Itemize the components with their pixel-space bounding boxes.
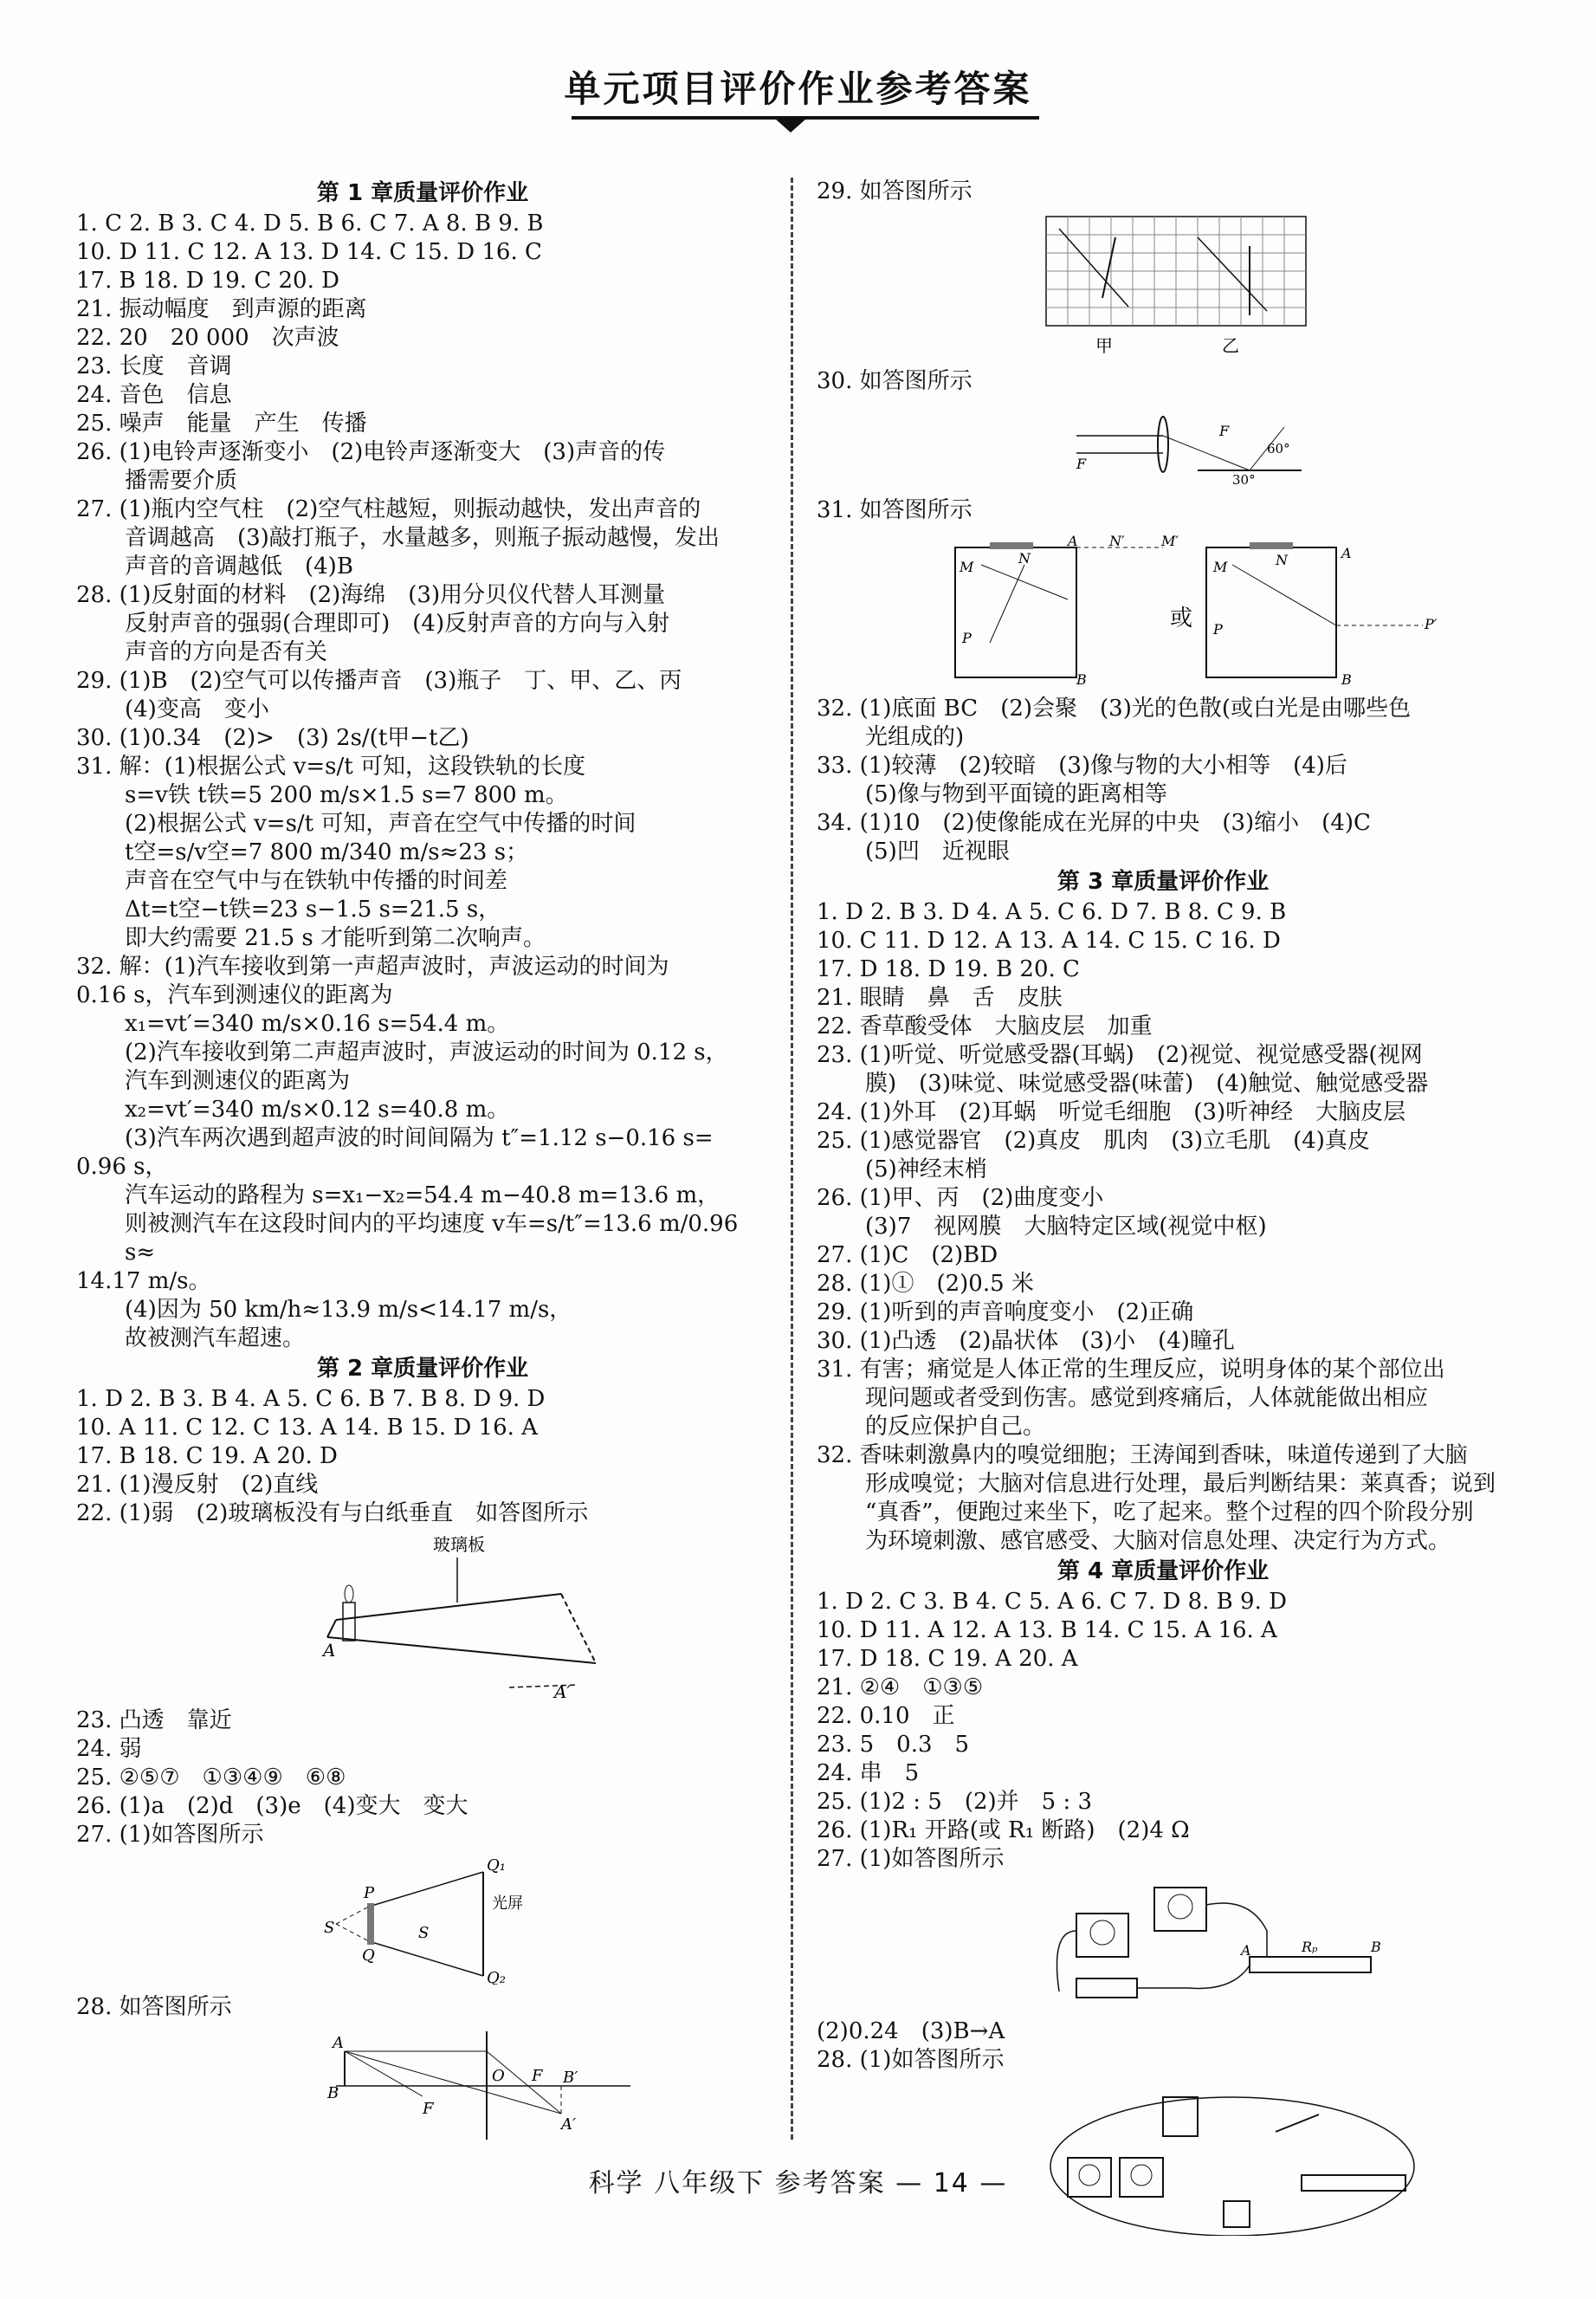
answer-line: 21. (1)漫反射 (2)直线 xyxy=(76,1472,319,1498)
fig29-label-a: 甲 xyxy=(1095,335,1113,356)
q29-right: 29. 如答图所示 xyxy=(817,178,972,204)
angle-figure xyxy=(817,401,1509,488)
answer-line: 26. (1)R₁ 开路(或 R₁ 断路) (2)4 Ω xyxy=(817,1817,1190,1843)
mirror-figure xyxy=(817,530,1509,686)
circuit-figure-2 xyxy=(817,2080,1509,2236)
answer-line: 22. 0.10 正 xyxy=(817,1703,955,1729)
svg-text:A: A xyxy=(323,1640,336,1661)
answer-line: (2)汽车接收到第二声超声波时，声波运动的时间为 0.12 s， xyxy=(125,1039,728,1065)
right-column xyxy=(817,178,1509,2244)
svg-text:A′: A′ xyxy=(554,1681,571,1698)
glass-plate-label: 玻璃板 xyxy=(433,1534,485,1555)
answer-line: 22. (1)弱 (2)玻璃板没有与白纸垂直 如答图所示 xyxy=(76,1500,589,1526)
svg-text:O: O xyxy=(492,2067,505,2085)
answer-line: 1. D 2. B 3. D 4. A 5. C 6. D 7. B 8. C 9. B xyxy=(817,899,1287,925)
svg-text:P: P xyxy=(1213,621,1223,638)
answer-line: 21. 振动幅度 到声源的距离 xyxy=(76,296,367,322)
svg-text:F: F xyxy=(1219,423,1230,439)
answer-line: 17. B 18. D 19. C 20. D xyxy=(76,268,339,294)
svg-text:A′: A′ xyxy=(561,2115,577,2134)
q28-right: 28. (1)如答图所示 xyxy=(817,2047,1005,2073)
chapter-3-heading: 第 3 章质量评价作业 xyxy=(1056,869,1270,895)
svg-text:N: N xyxy=(1018,550,1031,567)
svg-text:N: N xyxy=(1276,552,1288,568)
chapter-4-heading: 第 4 章质量评价作业 xyxy=(1056,1558,1270,1584)
svg-text:B′: B′ xyxy=(563,2069,578,2087)
answer-line: 播需要介质 xyxy=(125,468,238,494)
answer-line: 32. (1)底面 BC (2)会聚 (3)光的色散(或白光是由哪些色 xyxy=(817,696,1411,722)
answer-line: 汽车到测速仪的距离为 xyxy=(125,1068,351,1094)
answer-line: 即大约需要 21.5 s 才能听到第二次响声。 xyxy=(125,925,546,951)
grid-figure xyxy=(817,211,1509,359)
answer-line: 23. (1)听觉、听觉感受器(耳蜗) (2)视觉、视觉感受器(视网 xyxy=(817,1042,1423,1068)
answer-line: 27. (1)C (2)BD xyxy=(817,1242,998,1268)
q27-part2: (2)0.24 (3)B→A xyxy=(817,2018,1005,2044)
answer-line: 33. (1)较薄 (2)较暗 (3)像与物的大小相等 (4)后 xyxy=(817,753,1347,779)
answer-line: x₂=vt′=340 m/s×0.12 s=40.8 m。 xyxy=(125,1097,510,1123)
answer-line: (3)7 视网膜 大脑特定区域(视觉中枢) xyxy=(865,1214,1267,1240)
svg-text:A: A xyxy=(333,2034,344,2052)
answer-line: 汽车运动的路程为 s=x₁−x₂=54.4 m−40.8 m=13.6 m， xyxy=(125,1182,720,1208)
q28-left: 28. 如答图所示 xyxy=(76,1994,232,2020)
answer-line: 24. (1)外耳 (2)耳蜗 听觉毛细胞 (3)听神经 大脑皮层 xyxy=(817,1099,1406,1125)
answer-line: 形成嗅觉；大脑对信息进行处理，最后判断结果：莱真香；说到 xyxy=(865,1471,1496,1497)
answer-line: 29. (1)B (2)空气可以传播声音 (3)瓶子 丁、甲、乙、丙 xyxy=(76,668,682,694)
answer-line: 音调越高 (3)敲打瓶子，水量越多，则瓶子振动越慢，发出 xyxy=(125,525,720,551)
chapter-2-answers-part3 xyxy=(817,695,1509,866)
answer-line: 故被测汽车超速。 xyxy=(125,1325,306,1351)
answer-line: 31. 解：(1)根据公式 v=s/t 可知，这段铁轨的长度 xyxy=(76,754,585,780)
answer-line: 27. (1)瓶内空气柱 (2)空气柱越短，则振动越快，发出声音的 xyxy=(76,496,701,522)
svg-text:30°: 30° xyxy=(1232,472,1256,488)
answer-line: 光组成的) xyxy=(865,724,965,750)
answer-line: 声音在空气中与在铁轨中传播的时间差 xyxy=(125,868,508,894)
svg-text:60°: 60° xyxy=(1267,441,1290,457)
answer-line: “真香”，便跑过来坐下，吃了起来。整个过程的四个阶段分别 xyxy=(865,1499,1474,1525)
svg-text:A: A xyxy=(1341,545,1352,561)
answer-line: 22. 香草酸受体 大脑皮层 加重 xyxy=(817,1014,1153,1039)
svg-text:B: B xyxy=(327,2084,339,2102)
answer-line: 声音的音调越低 (4)B xyxy=(125,554,353,580)
answer-line: 21. 眼睛 鼻 舌 皮肤 xyxy=(817,985,1063,1011)
svg-text:Q: Q xyxy=(362,1946,375,1965)
answer-line: 17. D 18. D 19. B 20. C xyxy=(817,956,1080,982)
svg-text:A: A xyxy=(1241,1942,1251,1959)
svg-text:F: F xyxy=(532,2067,543,2085)
svg-text:M: M xyxy=(960,559,974,575)
chapter-2-heading: 第 2 章质量评价作业 xyxy=(316,1356,529,1382)
answer-line: 24. 串 5 xyxy=(817,1760,920,1786)
answer-line: 1. D 2. C 3. B 4. C 5. A 6. C 7. D 8. B 9. D xyxy=(817,1589,1287,1615)
svg-text:S: S xyxy=(324,1919,335,1937)
left-column xyxy=(76,178,769,2148)
answer-line: 24. 音色 信息 xyxy=(76,382,232,408)
answer-line: 1. D 2. B 3. B 4. A 5. C 6. B 7. B 8. D 9. D xyxy=(76,1386,546,1412)
q31-right: 31. 如答图所示 xyxy=(817,497,972,523)
answer-line: 25. (1)2 : 5 (2)并 5 : 3 xyxy=(817,1789,1093,1815)
svg-text:F: F xyxy=(1076,456,1087,472)
answer-line: 10. A 11. C 12. C 13. A 14. B 15. D 16. A xyxy=(76,1415,538,1441)
chapter-4-answers xyxy=(817,1588,1509,1874)
svg-text:F: F xyxy=(423,2100,434,2118)
answer-line: Δt=t空−t铁=23 s−1.5 s=21.5 s， xyxy=(125,897,501,923)
answer-line: 23. 5 0.3 5 xyxy=(817,1732,970,1758)
answer-line: 10. D 11. C 12. A 13. D 14. C 15. D 16. C xyxy=(76,239,542,265)
chapter-2-answers-part2 xyxy=(76,1706,769,1849)
svg-text:A: A xyxy=(1068,533,1078,549)
or-label: 或 xyxy=(1170,606,1193,631)
circuit-figure-1 xyxy=(817,1879,1509,2009)
answer-line: 23. 长度 音调 xyxy=(76,353,232,379)
answer-line: 0.16 s，汽车到测速仪的距离为 xyxy=(76,982,393,1008)
answer-line: t空=s/v空=7 800 m/340 m/s≈23 s； xyxy=(125,839,529,865)
svg-text:M: M xyxy=(1213,559,1228,575)
svg-text:N′: N′ xyxy=(1109,533,1125,549)
answer-line: (4)因为 50 km/h≈13.9 m/s<14.17 m/s， xyxy=(125,1297,572,1323)
svg-text:M′: M′ xyxy=(1161,533,1179,549)
svg-text:P′: P′ xyxy=(1425,616,1438,632)
answer-line: 25. ②⑤⑦ ①③④⑨ ⑥⑧ xyxy=(76,1765,346,1791)
answer-line: 1. C 2. B 3. C 4. D 5. B 6. C 7. A 8. B 9. B xyxy=(76,210,544,236)
glass-plate-figure xyxy=(76,1533,769,1698)
answer-line: 23. 凸透 靠近 xyxy=(76,1707,232,1733)
title-pointer-icon xyxy=(775,119,806,133)
column-divider xyxy=(791,178,793,2140)
answer-line: 22. 20 20 000 次声波 xyxy=(76,325,339,351)
page-title: 单元项目评价作业参考答案 xyxy=(564,68,1032,110)
svg-text:P: P xyxy=(962,630,972,646)
svg-text:Q₁: Q₁ xyxy=(487,1856,506,1875)
answer-line: 32. 香味刺激鼻内的嗅觉细胞；王涛闻到香味，味道传递到了大脑 xyxy=(817,1442,1468,1468)
answer-line: 28. (1)① (2)0.5 米 xyxy=(817,1271,1034,1297)
answer-line: (5)像与物到平面镜的距离相等 xyxy=(865,781,1167,807)
svg-text:B: B xyxy=(1076,671,1087,686)
answer-line: (4)变高 变小 xyxy=(125,696,269,722)
answer-line: 30. (1)凸透 (2)晶状体 (3)小 (4)瞳孔 xyxy=(817,1328,1235,1354)
answer-line: 26. (1)a (2)d (3)e (4)变大 变大 xyxy=(76,1793,468,1819)
svg-text:S: S xyxy=(418,1924,430,1942)
answer-line: 10. C 11. D 12. A 13. A 14. C 15. C 16. D xyxy=(817,928,1281,954)
answer-line: 膜) (3)味觉、味觉感受器(味蕾) (4)触觉、触觉感受器 xyxy=(865,1071,1429,1097)
answer-line: 24. 弱 xyxy=(76,1736,142,1762)
chapter-3-answers xyxy=(817,898,1509,1556)
answer-line: 31. 有害；痛觉是人体正常的生理反应，说明身体的某个部位出 xyxy=(817,1357,1445,1383)
answer-line: 21. ②④ ①③⑤ xyxy=(817,1674,984,1700)
lens-figure xyxy=(76,2027,769,2140)
q30-right: 30. 如答图所示 xyxy=(817,368,972,394)
answer-line: 14.17 m/s。 xyxy=(76,1268,211,1294)
answer-line: 25. 噪声 能量 产生 传播 xyxy=(76,411,367,437)
chapter-1-answers xyxy=(76,210,769,1353)
answer-line: 为环境刺激、感官感受、大脑对信息处理、决定行为方式。 xyxy=(865,1528,1451,1554)
answer-line: (2)根据公式 v=s/t 可知，声音在空气中传播的时间 xyxy=(125,811,636,837)
answer-line: 27. (1)如答图所示 xyxy=(76,1822,264,1848)
fig29-label-b: 乙 xyxy=(1222,335,1239,356)
svg-text:Q₂: Q₂ xyxy=(487,1969,506,1985)
chapter-2-answers-part1 xyxy=(76,1385,769,1528)
svg-text:B: B xyxy=(1371,1939,1381,1955)
answer-line: 0.96 s， xyxy=(76,1154,168,1180)
answer-line: 34. (1)10 (2)使像能成在光屏的中央 (3)缩小 (4)C xyxy=(817,810,1371,836)
answer-line: 现问题或者受到伤害。感觉到疼痛后，人体就能做出相应 xyxy=(865,1385,1429,1411)
answer-line: 10. D 11. A 12. A 13. B 14. C 15. A 16. A xyxy=(817,1617,1277,1643)
answer-line: 则被测汽车在这段时间内的平均速度 v车=s/t″=13.6 m/0.96 s≈ xyxy=(125,1211,746,1266)
answer-line: 32. 解：(1)汽车接收到第一声超声波时，声波运动的时间为 xyxy=(76,954,669,980)
answer-line: s=v铁 t铁=5 200 m/s×1.5 s=7 800 m。 xyxy=(125,782,568,808)
answer-line: (5)神经末梢 xyxy=(865,1156,987,1182)
page-footer: 科学 八年级下 参考答案 — 14 — xyxy=(588,2168,1008,2199)
answer-line: 26. (1)甲、丙 (2)曲度变小 xyxy=(817,1185,1104,1211)
answer-line: 29. (1)听到的声音响度变小 (2)正确 xyxy=(817,1299,1194,1325)
answer-line: 27. (1)如答图所示 xyxy=(817,1846,1005,1872)
answer-line: 17. D 18. C 19. A 20. A xyxy=(817,1646,1078,1672)
answer-line: (3)汽车两次遇到超声波的时间间隔为 t″=1.12 s−0.16 s= xyxy=(125,1125,714,1151)
chapter-1-heading: 第 1 章质量评价作业 xyxy=(316,180,529,206)
answer-line: 声音的方向是否有关 xyxy=(125,639,328,665)
answer-line: 30. (1)0.34 (2)> (3) 2s/(t甲−t乙) xyxy=(76,725,469,751)
answer-line: (5)凹 近视眼 xyxy=(865,839,1010,865)
answer-line: 26. (1)电铃声逐渐变小 (2)电铃声逐渐变大 (3)声音的传 xyxy=(76,439,666,465)
answer-line: 28. (1)反射面的材料 (2)海绵 (3)用分贝仪代替人耳测量 xyxy=(76,582,666,608)
screen-label: 光屏 xyxy=(492,1894,523,1913)
answer-line: 的反应保护自己。 xyxy=(865,1414,1046,1440)
answer-line: 反射声音的强弱(合理即可) (4)反射声音的方向与入射 xyxy=(125,611,670,637)
screen-figure xyxy=(76,1855,769,1985)
answer-line: 17. B 18. C 19. A 20. D xyxy=(76,1443,338,1469)
svg-text:Rₚ: Rₚ xyxy=(1302,1939,1318,1955)
svg-text:P: P xyxy=(364,1884,375,1902)
answer-line: x₁=vt′=340 m/s×0.16 s=54.4 m。 xyxy=(125,1011,510,1037)
svg-text:B: B xyxy=(1341,671,1352,686)
answer-line: 25. (1)感觉器官 (2)真皮 肌肉 (3)立毛肌 (4)真皮 xyxy=(817,1128,1370,1154)
